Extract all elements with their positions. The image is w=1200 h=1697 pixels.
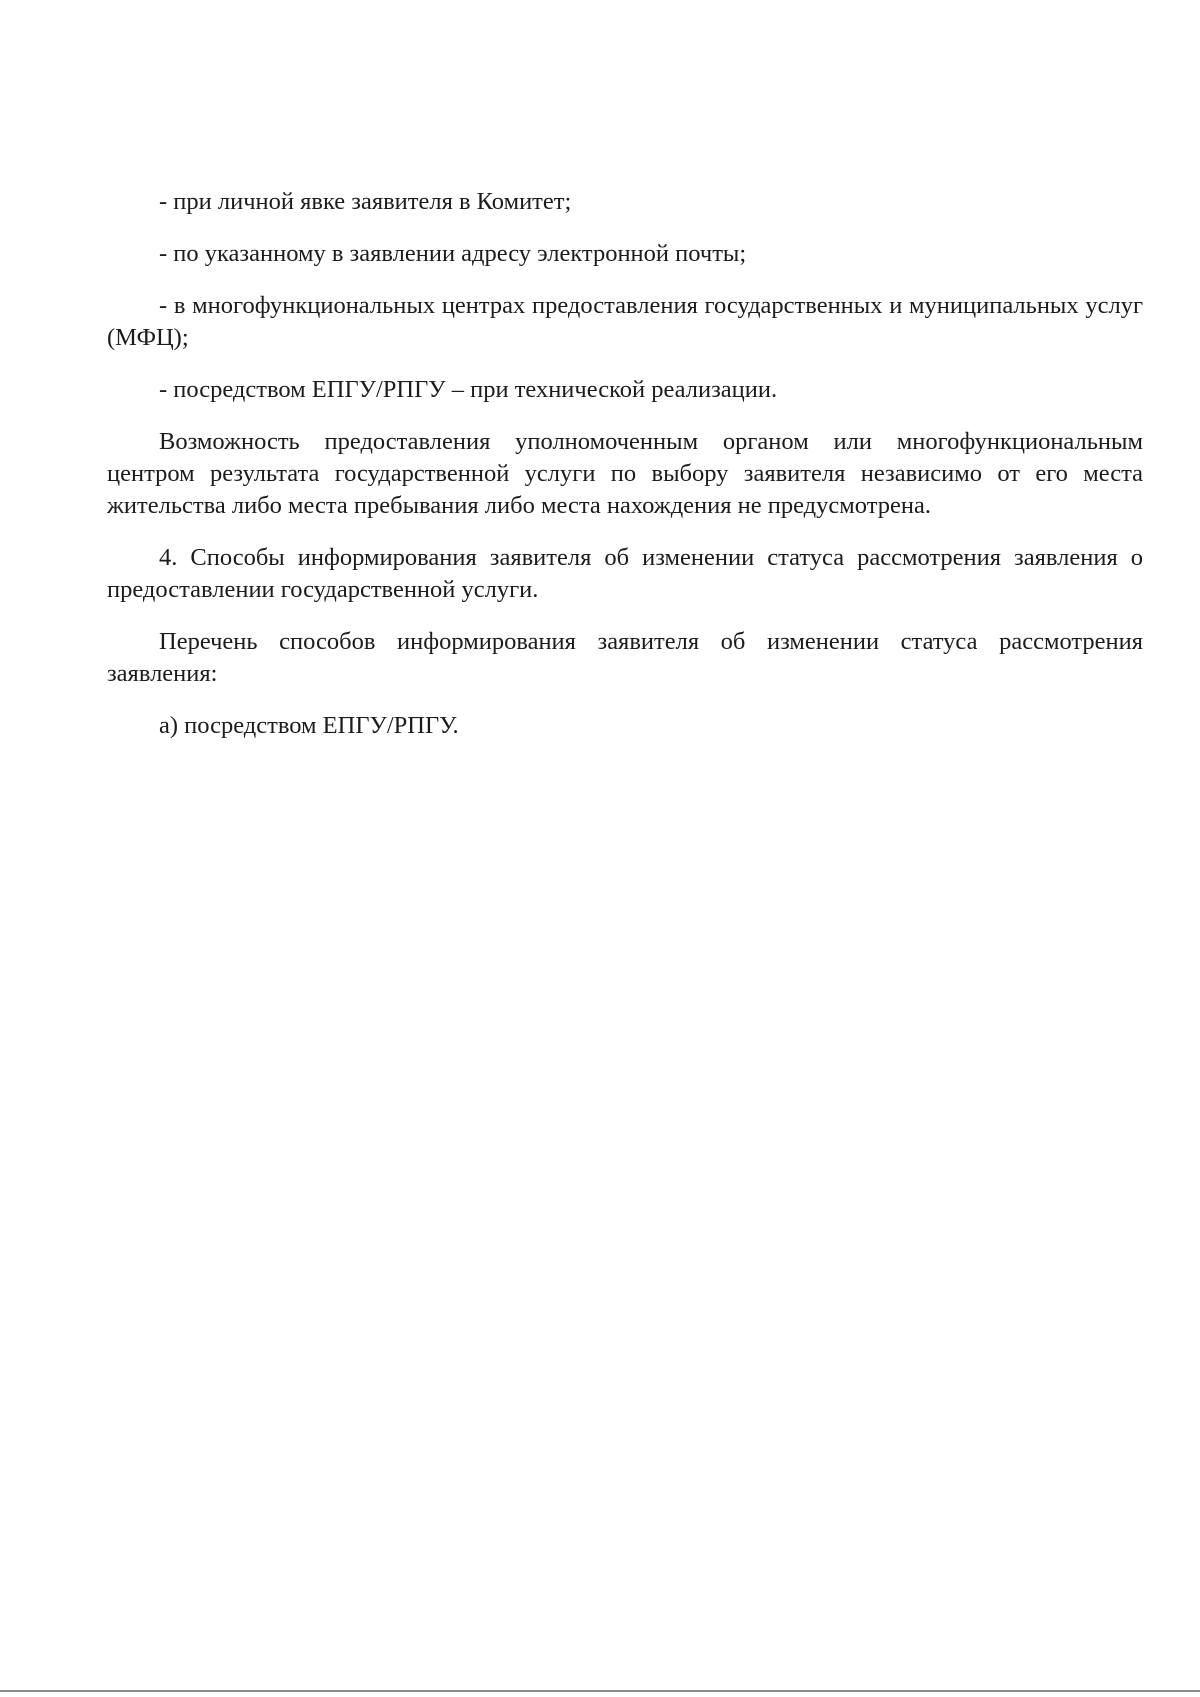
paragraph-delivery-email: - по указанному в заявлении адресу электронной почты; (159, 240, 747, 267)
paragraph-delivery-epgu: - посредством ЕПГУ/РПГУ – при технической реализации. (159, 376, 778, 403)
paragraph-extraterritorial: Возможность предоставления уполномоченным органом или многофункциональным центром результата государственной услуги по выбору заявителя независимо от его места жительства либо места пребывания либо места нахождения не предусмотрена. (107, 428, 1143, 519)
scan-edge-line (0, 1690, 1200, 1692)
paragraph-methods-list: Перечень способов информирования заявителя об изменении статуса рассмотрения заявления: (107, 628, 1143, 687)
paragraph-delivery-mfc: - в многофункциональных центрах предоставления государственных и муниципальных услуг (МФЦ); (107, 292, 1143, 351)
paragraph-section-4: 4. Способы информирования заявителя об изменении статуса рассмотрения заявления о предоставлении государственной услуги. (107, 544, 1143, 603)
paragraph-method-a: а) посредством ЕПГУ/РПГУ. (159, 712, 459, 739)
paragraph-delivery-in-person: - при личной явке заявителя в Комитет; (159, 188, 572, 215)
document-body (107, 186, 1143, 762)
